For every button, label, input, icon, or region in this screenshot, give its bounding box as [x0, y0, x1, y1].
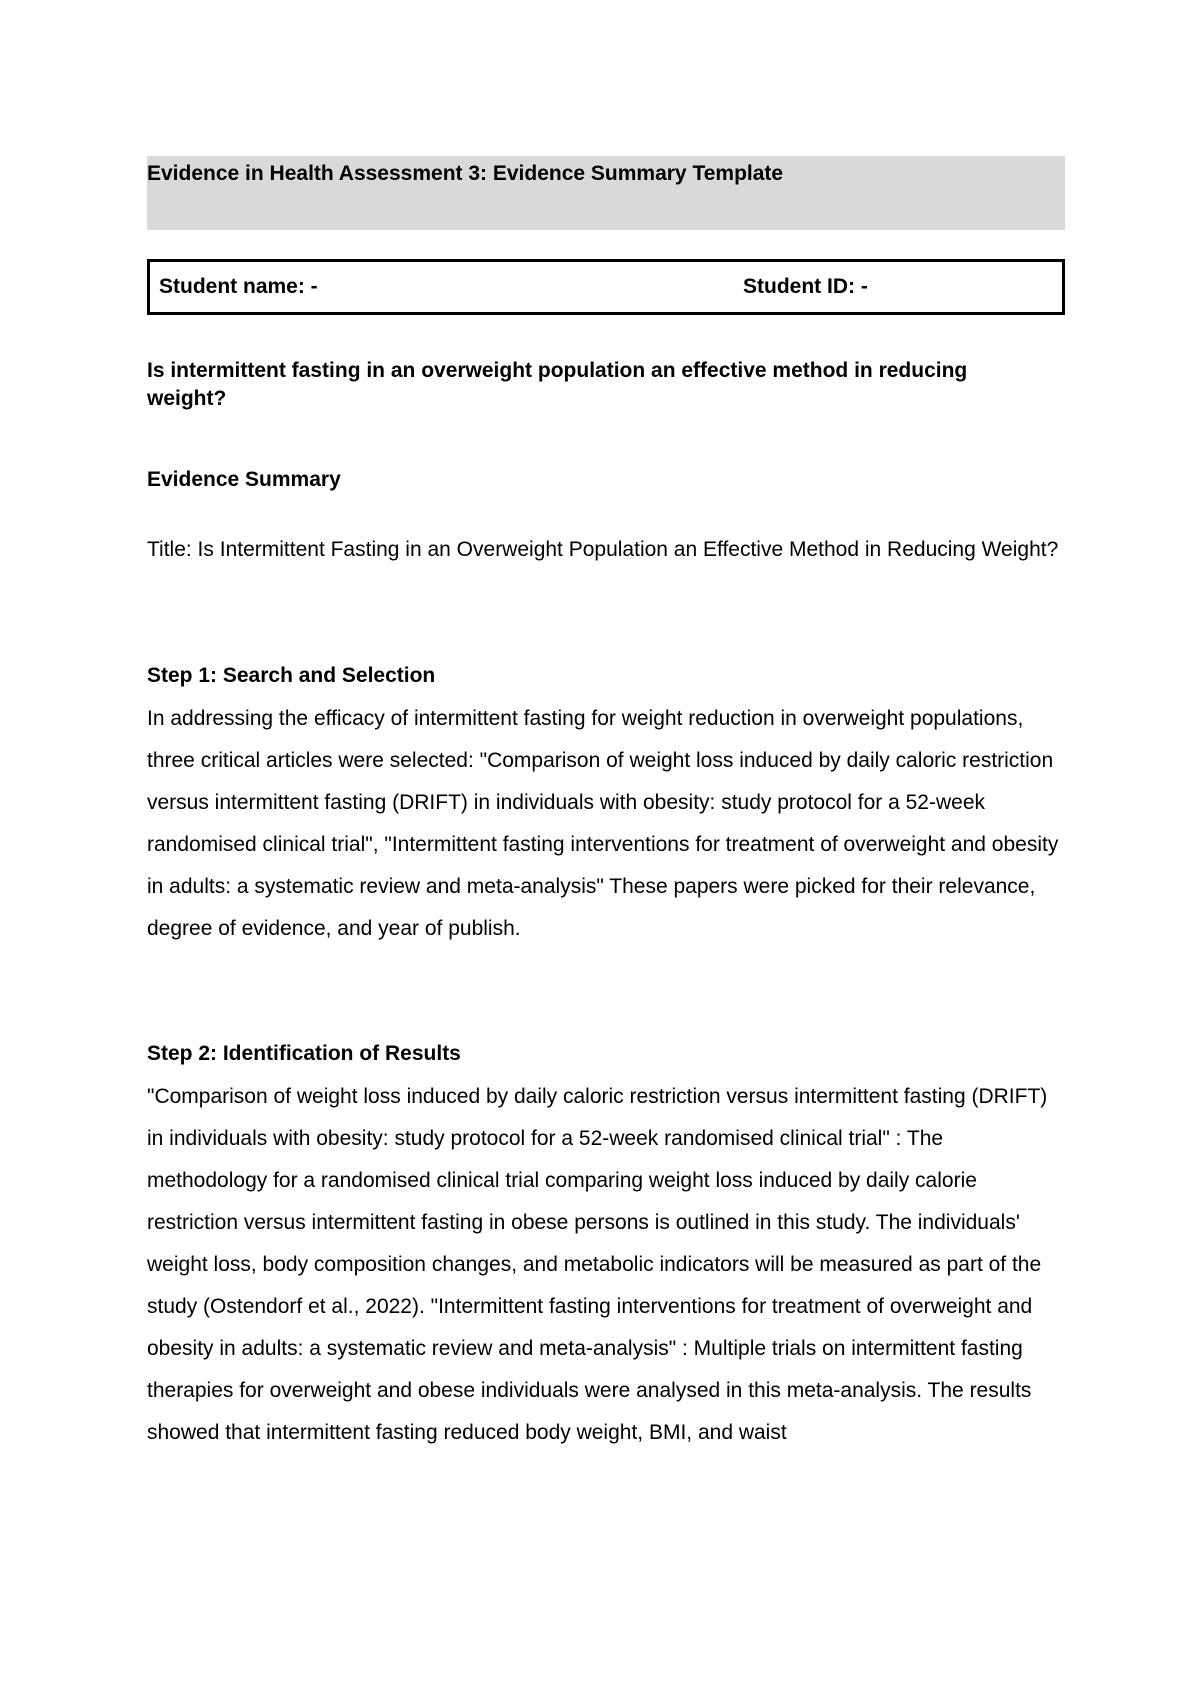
header-title-bar	[147, 156, 1065, 230]
step1-heading: Step 1: Search and Selection	[147, 664, 436, 687]
step1-paragraph: In addressing the efficacy of intermittent fasting for weight reduction in overweight populations, three critical articles were selected: "Comparison of weight loss induced by daily caloric restriction versus intermittent fasting (DRIFT) in individuals with obesity: study protocol for a 52-week randomised clinical trial", "Intermittent fasting interventions for treatment of overweight and obesity in adults: a systematic review and meta-analysis" These papers were picked for their relevance, degree of evidence, and year of publish.	[147, 707, 1059, 940]
student-id-label: Student ID: -	[743, 275, 868, 298]
summary-title-line: Title: Is Intermittent Fasting in an Overweight Population an Effective Method in Reducing Weight?	[147, 538, 1059, 561]
research-question: Is intermittent fasting in an overweight population an effective method in reducing weight?	[147, 359, 968, 410]
evidence-summary-heading: Evidence Summary	[147, 468, 341, 491]
student-info-box	[147, 259, 1065, 315]
step2-paragraph: "Comparison of weight loss induced by daily caloric restriction versus intermittent fasting (DRIFT) in individuals with obesity: study protocol for a 52-week randomised clinical trial" : The methodology for a randomised clinical trial comparing weight loss induced by daily calorie restriction versus intermittent fasting in obese persons is outlined in this study. The individuals' weight loss, body composition changes, and metabolic indicators will be measured as part of the study (Ostendorf et al., 2022). "Intermittent fasting interventions for treatment of overweight and obesity in adults: a systematic review and meta-analysis" : Multiple trials on intermittent fasting therapies for overweight and obese individuals were analysed in this meta-analysis. The results showed that intermittent fasting reduced body weight, BMI, and waist	[147, 1085, 1048, 1444]
student-name-label: Student name: -	[159, 275, 318, 298]
step2-heading: Step 2: Identification of Results	[147, 1042, 461, 1065]
document-title: Evidence in Health Assessment 3: Evidence Summary Template	[147, 162, 784, 185]
